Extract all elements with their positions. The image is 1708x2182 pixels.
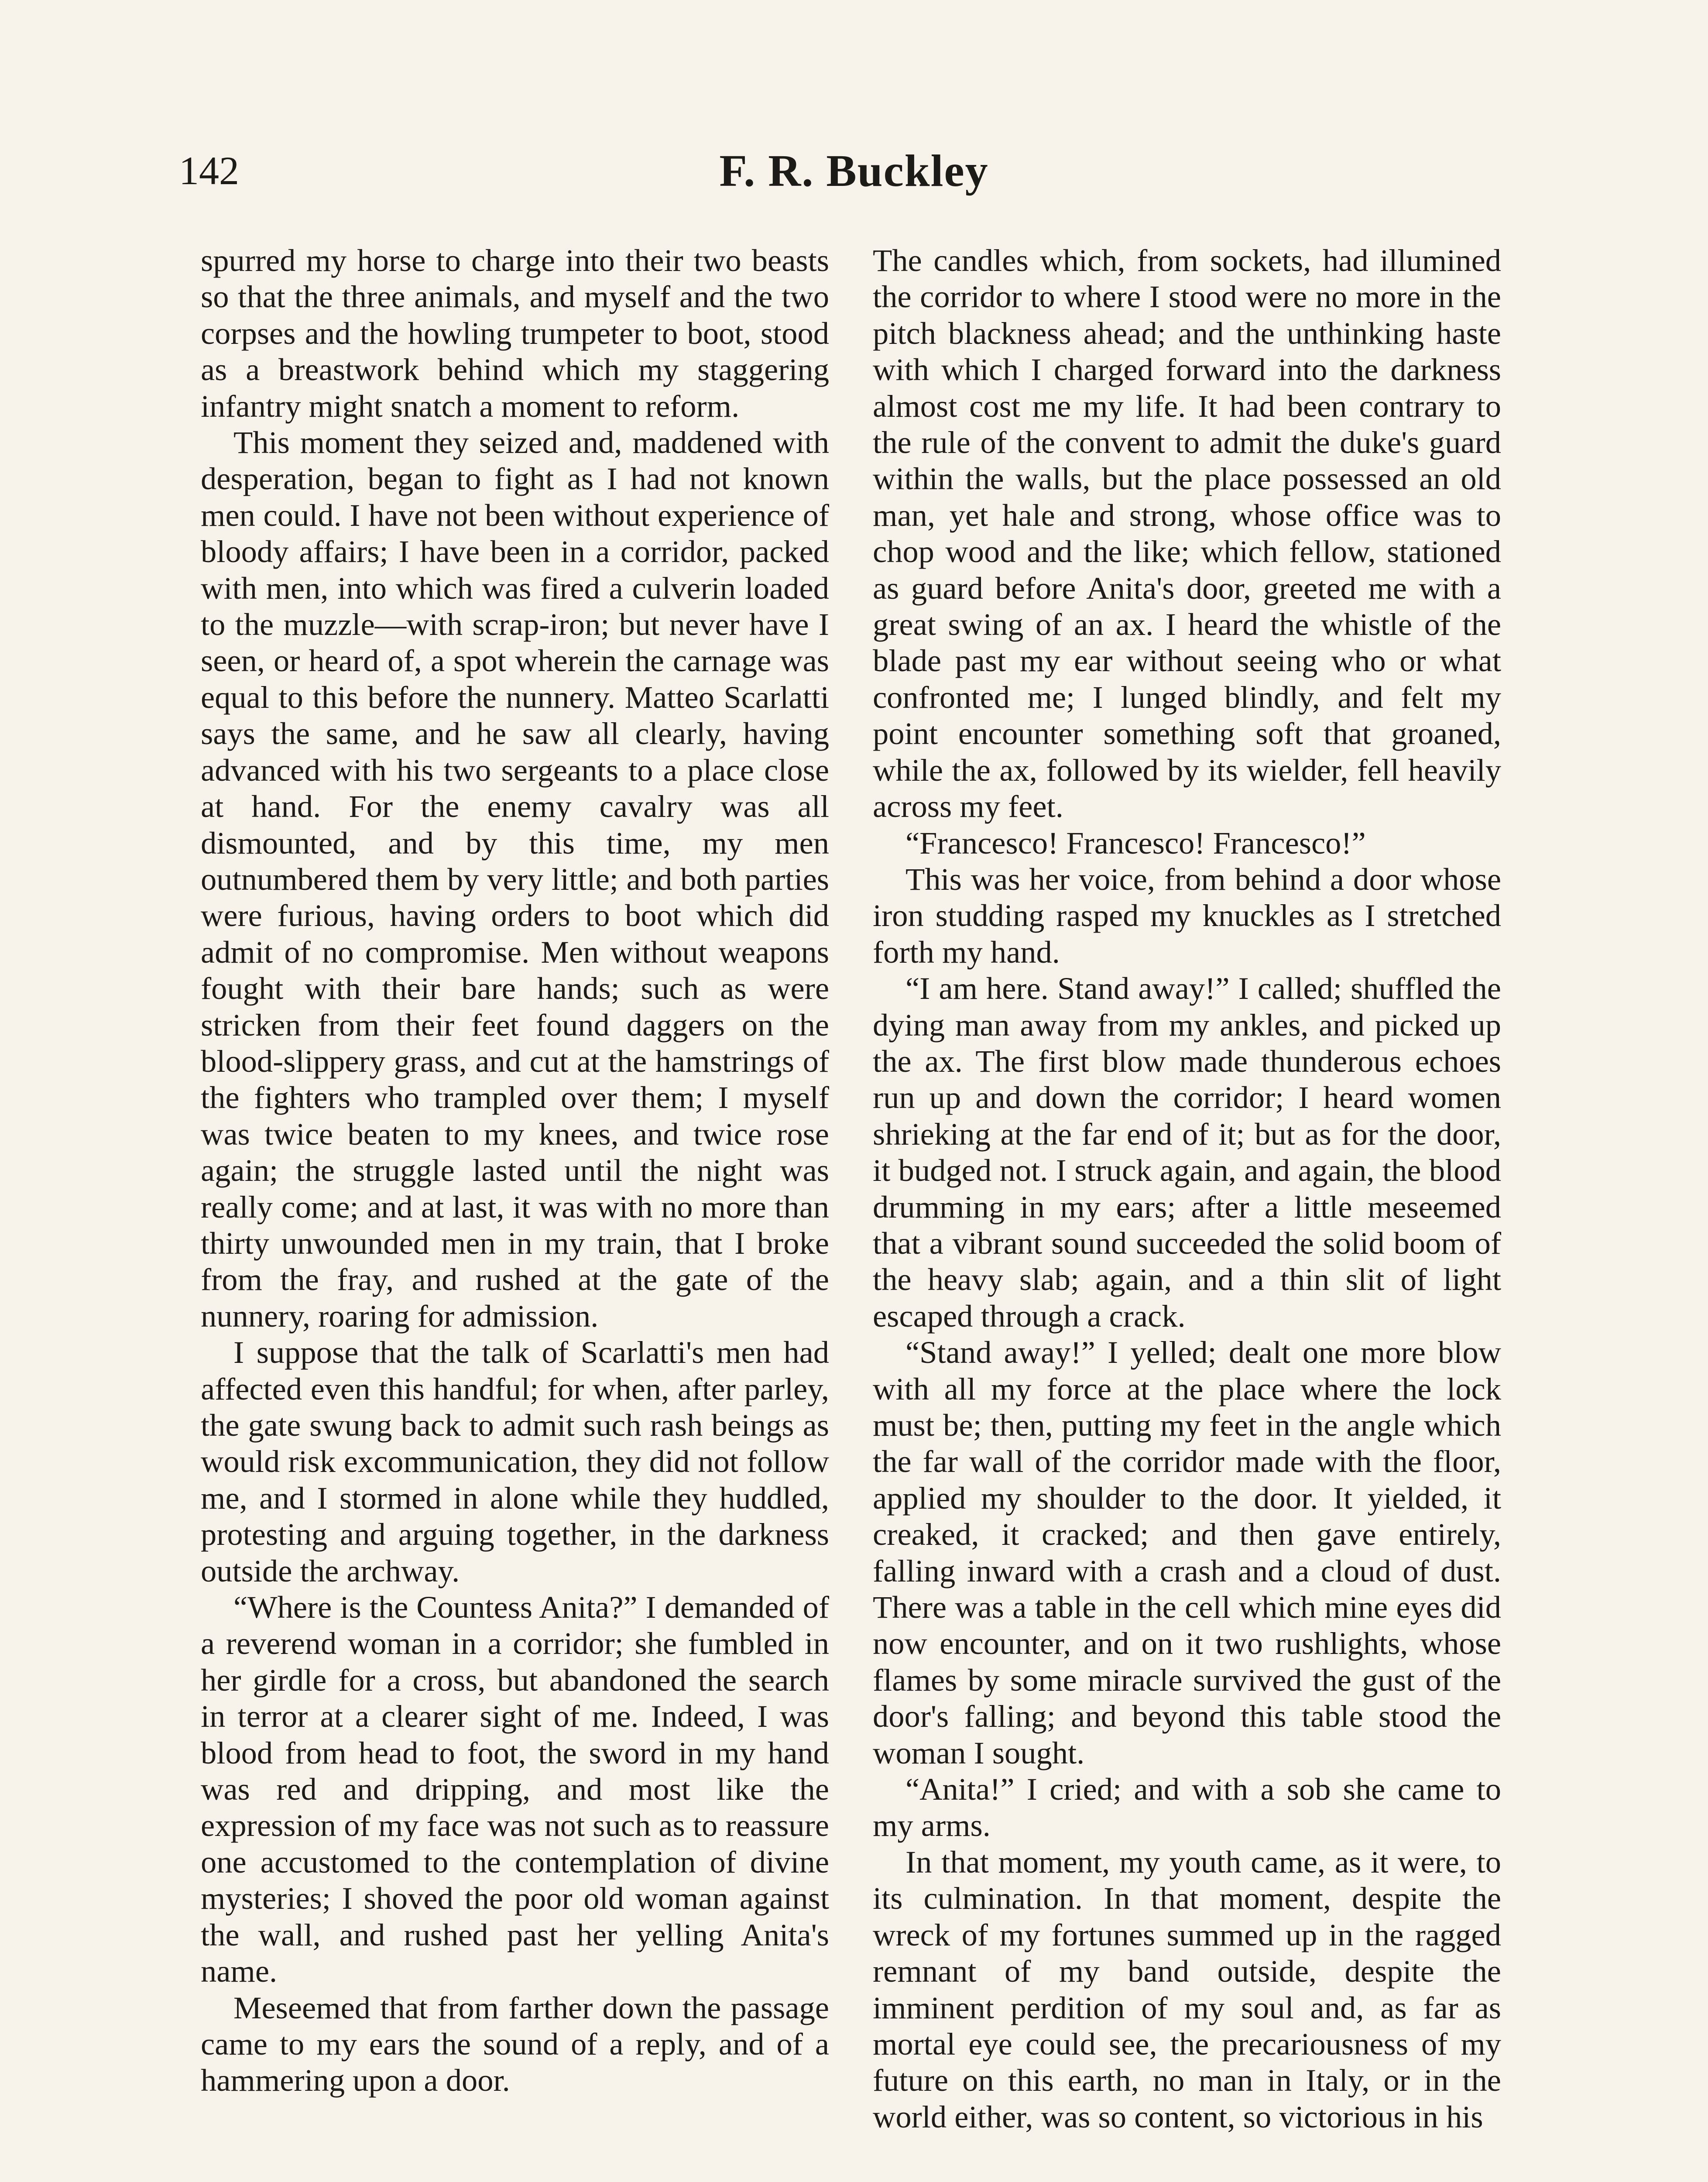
paragraph: “Anita!” I cried; and with a sob she came to my arms. xyxy=(873,1771,1501,1843)
page-number: 142 xyxy=(179,148,239,193)
left-text-column xyxy=(201,242,829,2099)
paragraph: “Where is the Countess Anita?” I demanded of a reverend woman in a corridor; she fumbled in her girdle for a cross, but abandoned the search in terror at a clearer sight of me. Indeed, I was blood from head to foot, the sword in my hand was red and dripping, and most like the expression of my face was not such as to reassure one accustomed to the contemplation of divine mysteries; I shoved the poor old woman against the wall, and rushed past her yelling Anita's name. xyxy=(201,1589,829,1989)
paragraph: In that moment, my youth came, as it were, to its culmination. In that moment, despite the wreck of my fortunes summed up in the ragged remnant of my band outside, despite the imminent perdition of my soul and, as far as mortal eye could see, the precariousness of my future on this earth, no man in Italy, or in the world either, was so content, so victorious in his xyxy=(873,1844,1501,2134)
paragraph: “Stand away!” I yelled; dealt one more blow with all my force at the place where the lock must be; then, putting my feet in the angle which the far wall of the corridor made with the floor, applied my shoulder to the door. It yielded, it creaked, it cracked; and then gave entirely, falling inward with a crash and a cloud of dust. There was a table in the cell which mine eyes did now encounter, and on it two rushlights, whose flames by some miracle survived the gust of the door's falling; and beyond this table stood the woman I sought. xyxy=(873,1335,1501,1770)
paragraph: “Francesco! Francesco! Francesco!” xyxy=(905,825,1366,861)
paragraph: This was her voice, from behind a door whose iron studding rasped my knuckles as I stretched forth my hand. xyxy=(873,861,1501,970)
right-text-column xyxy=(873,242,1501,2135)
running-head-author: F. R. Buckley xyxy=(719,146,989,196)
paragraph: I suppose that the talk of Scarlatti's men had affected even this handful; for when, after parley, the gate swung back to admit such rash beings as would risk excommunication, they did not follow me, and I stormed in alone while they huddled, protesting and arguing together, in the darkness outside the archway. xyxy=(201,1335,829,1588)
paragraph: The candles which, from sockets, had illumined the corridor to where I stood were no more in the pitch blackness ahead; and the unthinking haste with which I charged forward into the darkness almost cost me my life. It had been contrary to the rule of the convent to admit the duke's guard within the walls, but the place possessed an old man, yet hale and strong, whose office was to chop wood and the like; which fellow, stationed as guard before Anita's door, greeted me with a great swing of an ax. I heard the whistle of the blade past my ear without seeing who or what confronted me; I lunged blindly, and felt my point encounter something soft that groaned, while the ax, followed by its wielder, fell heavily across my feet. xyxy=(873,243,1501,824)
paragraph: This moment they seized and, maddened with desperation, began to fight as I had not known men could. I have not been without experience of bloody affairs; I have been in a corridor, packed with men, into which was fired a culverin loaded to the muzzle—with scrap-iron; but never have I seen, or heard of, a spot wherein the carnage was equal to this before the nunnery. Matteo Scarlatti says the same, and he saw all clearly, having advanced with his two sergeants to a place close at hand. For the enemy cavalry was all dismounted, and by this time, my men outnumbered them by very little; and both parties were furious, having orders to boot which did admit of no compromise. Men without weapons fought with their bare hands; such as were stricken from their feet found daggers on the blood-slippery grass, and cut at the hamstrings of the fighters who trampled over them; I myself was twice beaten to my knees, and twice rose again; the struggle lasted until the night was really come; and at last, it was with no more than thirty unwounded men in my train, that I broke from the fray, and rushed at the gate of the nunnery, roaring for admission. xyxy=(201,425,829,1334)
paragraph: Meseemed that from farther down the passage came to my ears the sound of a reply, and of a hammering upon a door. xyxy=(201,1990,829,2098)
paragraph: “I am here. Stand away!” I called; shuffled the dying man away from my ankles, and picked up the ax. The first blow made thunderous echoes run up and down the corridor; I heard women shrieking at the far end of it; but as for the door, it budged not. I struck again, and again, the blood drumming in my ears; after a little meseemed that a vibrant sound succeeded the solid boom of the heavy slab; again, and a thin slit of light escaped through a crack. xyxy=(873,971,1501,1334)
paragraph: spurred my horse to charge into their two beasts so that the three animals, and myself and the two corpses and the howling trumpeter to boot, stood as a breastwork behind which my staggering infantry might snatch a moment to reform. xyxy=(201,243,829,424)
